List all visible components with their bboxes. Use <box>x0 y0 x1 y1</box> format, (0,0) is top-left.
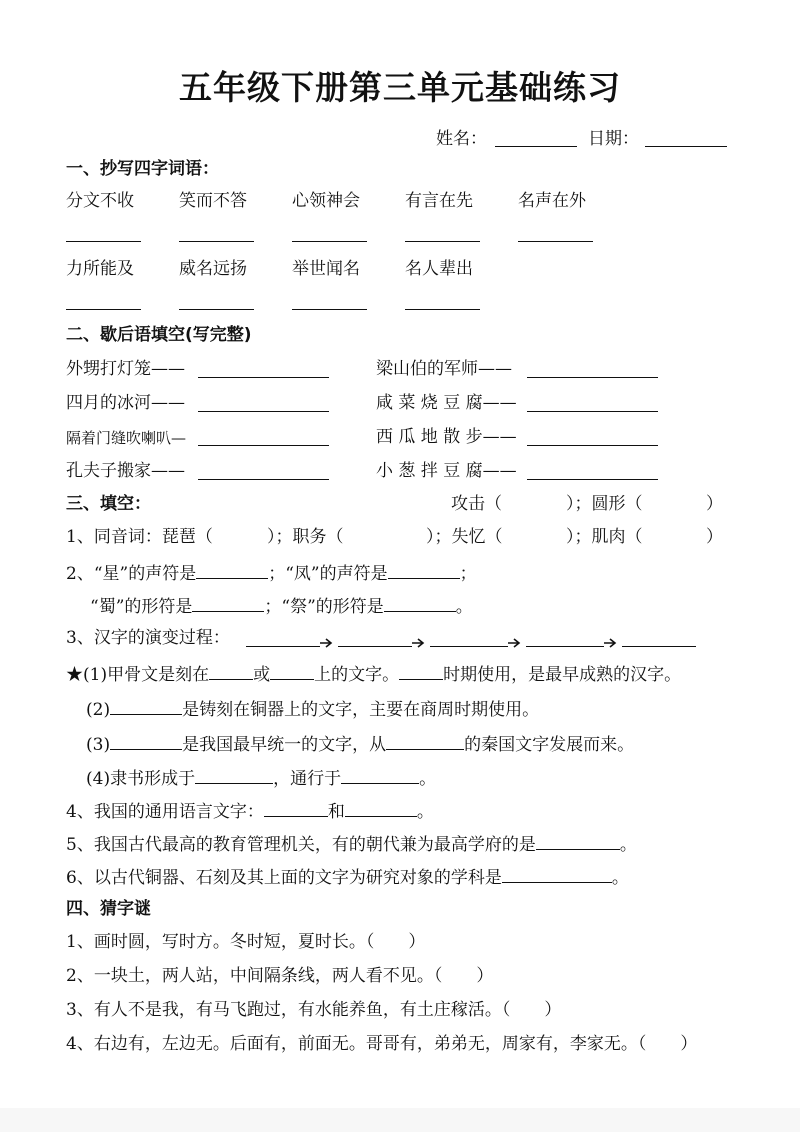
xiehouyu-blank[interactable] <box>198 445 329 446</box>
xiehouyu-right-4: 小 葱 拌 豆 腐—— <box>376 461 517 481</box>
q2-text-1: 2、“星”的声符是 <box>66 564 197 584</box>
q5-text-1: 5、我国古代最高的教育管理机关，有的朝代兼为最高学府的是 <box>66 835 536 855</box>
xiehouyu-blank[interactable] <box>198 377 329 378</box>
q6-text-2: 。 <box>611 868 629 888</box>
q3-1-blank-2[interactable] <box>270 662 314 680</box>
name-label: 姓名： <box>436 129 487 149</box>
xiehouyu-left-3: 隔着门缝吹喇叭— <box>66 429 187 447</box>
q5-line <box>66 832 637 856</box>
xiehouyu-right-1: 梁山伯的军师—— <box>376 359 512 379</box>
q3-3-line <box>86 732 634 756</box>
q3-1-line <box>66 662 681 686</box>
xiehouyu-blank[interactable] <box>198 411 329 412</box>
q3-2-line <box>86 697 539 721</box>
q2-text-4: “蜀”的形符是 <box>90 597 193 617</box>
q6-text-1: 6、以古代铜器、石刻及其上面的文字为研究对象的学科是 <box>66 868 502 888</box>
riddle-2: 2、一块土，两人站，中间隔条线，两人看不见。（ ） <box>66 966 494 986</box>
xiehouyu-left-4: 孔夫子搬家—— <box>66 461 185 481</box>
q3-2-blank[interactable] <box>110 697 182 715</box>
q3-1-text-3: 上的文字。 <box>314 665 400 685</box>
page-bottom-edge <box>0 1108 800 1132</box>
q1-part-b: ）；失忆（ <box>426 527 503 547</box>
q3-label: 3、汉字的演变过程： <box>66 628 230 648</box>
q3-2-text-1: (2) <box>86 700 111 720</box>
xiehouyu-blank[interactable] <box>527 377 658 378</box>
q3-1-blank-3[interactable] <box>399 662 443 680</box>
q4-line <box>66 799 434 823</box>
q6-line <box>66 865 629 889</box>
word-blank[interactable] <box>405 241 480 242</box>
section-1-heading: 一、抄写四字词语： <box>66 159 219 179</box>
q1-part-d: ） <box>706 527 723 547</box>
xiehouyu-left-1: 外甥打灯笼—— <box>66 359 185 379</box>
section-4-heading: 四、猜字谜 <box>66 899 151 919</box>
q1-part-c: ）；肌肉（ <box>566 527 643 547</box>
q5-blank[interactable] <box>536 832 620 850</box>
q1-part-a: ）；职务（ <box>267 527 344 547</box>
q3-1-text-2: 或 <box>253 665 271 685</box>
word-6: 力所能及 <box>66 259 134 279</box>
q3-4-line <box>86 766 436 790</box>
word-blank[interactable] <box>292 309 367 310</box>
q2-text-6: 。 <box>455 597 473 617</box>
q3-4-blank-1[interactable] <box>195 766 273 784</box>
q5-text-2: 。 <box>619 835 637 855</box>
evolution-blank-4[interactable] <box>526 646 604 647</box>
extra-item-2: ）；圆形（ <box>566 494 643 514</box>
q3-3-blank-1[interactable] <box>110 732 182 750</box>
q2-blank-1[interactable] <box>196 561 268 579</box>
q2-line-2 <box>90 594 473 618</box>
q1-label: 1、同音词：琵琶（ <box>66 527 213 547</box>
word-blank[interactable] <box>66 309 141 310</box>
q3-3-text-2: 是我国最早统一的文字，从 <box>182 735 387 755</box>
q3-3-text-1: (3) <box>86 735 111 755</box>
word-blank[interactable] <box>179 309 254 310</box>
word-5: 名声在外 <box>518 191 586 211</box>
extra-item-3: ） <box>706 494 723 514</box>
word-1: 分文不收 <box>66 191 134 211</box>
q4-blank-2[interactable] <box>345 799 417 817</box>
xiehouyu-right-3: 西 瓜 地 散 步—— <box>376 427 517 447</box>
word-blank[interactable] <box>518 241 593 242</box>
riddle-1: 1、画时圆，写时方。冬时短，夏时长。（ ） <box>66 932 426 952</box>
xiehouyu-right-2: 咸 菜 烧 豆 腐—— <box>376 393 517 413</box>
word-8: 举世闻名 <box>292 259 360 279</box>
q2-text-5: ；“祭”的形符是 <box>264 597 384 617</box>
word-4: 有言在先 <box>405 191 473 211</box>
q2-blank-4[interactable] <box>384 594 456 612</box>
evolution-blank-1[interactable] <box>246 646 320 647</box>
name-blank[interactable] <box>495 146 577 147</box>
word-blank[interactable] <box>405 309 480 310</box>
xiehouyu-blank[interactable] <box>527 479 658 480</box>
q3-4-text-1: (4)隶书形成于 <box>86 769 196 789</box>
riddle-4: 4、右边有，左边无。后面有，前面无。哥哥有，弟弟无，周家有，李家无。（ ） <box>66 1034 698 1054</box>
q3-4-text-2: ，通行于 <box>273 769 342 789</box>
q4-text-3: 。 <box>416 802 434 822</box>
word-blank[interactable] <box>66 241 141 242</box>
q3-1-text-4: 时期使用，是最早成熟的汉字。 <box>443 665 682 685</box>
right-arrow-icon <box>508 637 522 649</box>
q2-line-1 <box>66 561 477 585</box>
q3-3-text-3: 的秦国文字发展而来。 <box>464 735 635 755</box>
q3-4-text-3: 。 <box>419 769 437 789</box>
evolution-blank-3[interactable] <box>430 646 508 647</box>
star-icon: ★ <box>66 665 83 685</box>
q2-blank-2[interactable] <box>388 561 460 579</box>
evolution-blank-5[interactable] <box>622 646 696 647</box>
word-blank[interactable] <box>292 241 367 242</box>
q3-3-blank-2[interactable] <box>386 732 464 750</box>
q6-blank[interactable] <box>502 865 612 883</box>
q3-4-blank-2[interactable] <box>341 766 419 784</box>
q2-text-3: ； <box>459 564 477 584</box>
word-3: 心领神会 <box>292 191 360 211</box>
q4-text-2: 和 <box>327 802 345 822</box>
riddle-3: 3、有人不是我，有马飞跑过，有水能养鱼，有土庄稼活。（ ） <box>66 1000 562 1020</box>
xiehouyu-blank[interactable] <box>527 445 658 446</box>
section-2-heading: 二、歇后语填空(写完整) <box>66 325 252 345</box>
xiehouyu-left-2: 四月的冰河—— <box>66 393 185 413</box>
q2-blank-3[interactable] <box>192 594 264 612</box>
right-arrow-icon <box>604 637 618 649</box>
extra-item-1: 攻击（ <box>451 494 502 514</box>
q2-text-2: ；“凤”的声符是 <box>268 564 388 584</box>
evolution-blank-2[interactable] <box>338 646 412 647</box>
xiehouyu-blank[interactable] <box>198 479 329 480</box>
q3-1-text-1: (1)甲骨文是刻在 <box>83 665 210 685</box>
date-blank[interactable] <box>645 146 727 147</box>
word-2: 笑而不答 <box>179 191 247 211</box>
page-title: 五年级下册第三单元基础练习 <box>179 68 621 107</box>
word-blank[interactable] <box>179 241 254 242</box>
word-9: 名人辈出 <box>405 259 473 279</box>
section-3-heading: 三、填空： <box>66 494 151 514</box>
date-label: 日期： <box>588 129 639 149</box>
q4-text-1: 4、我国的通用语言文字： <box>66 802 264 822</box>
xiehouyu-blank[interactable] <box>527 411 658 412</box>
word-7: 威名远扬 <box>179 259 247 279</box>
right-arrow-icon <box>320 637 334 649</box>
q4-blank-1[interactable] <box>264 799 328 817</box>
q3-1-blank-1[interactable] <box>209 662 253 680</box>
q3-2-text-2: 是铸刻在铜器上的文字，主要在商周时期使用。 <box>182 700 540 720</box>
right-arrow-icon <box>412 637 426 649</box>
